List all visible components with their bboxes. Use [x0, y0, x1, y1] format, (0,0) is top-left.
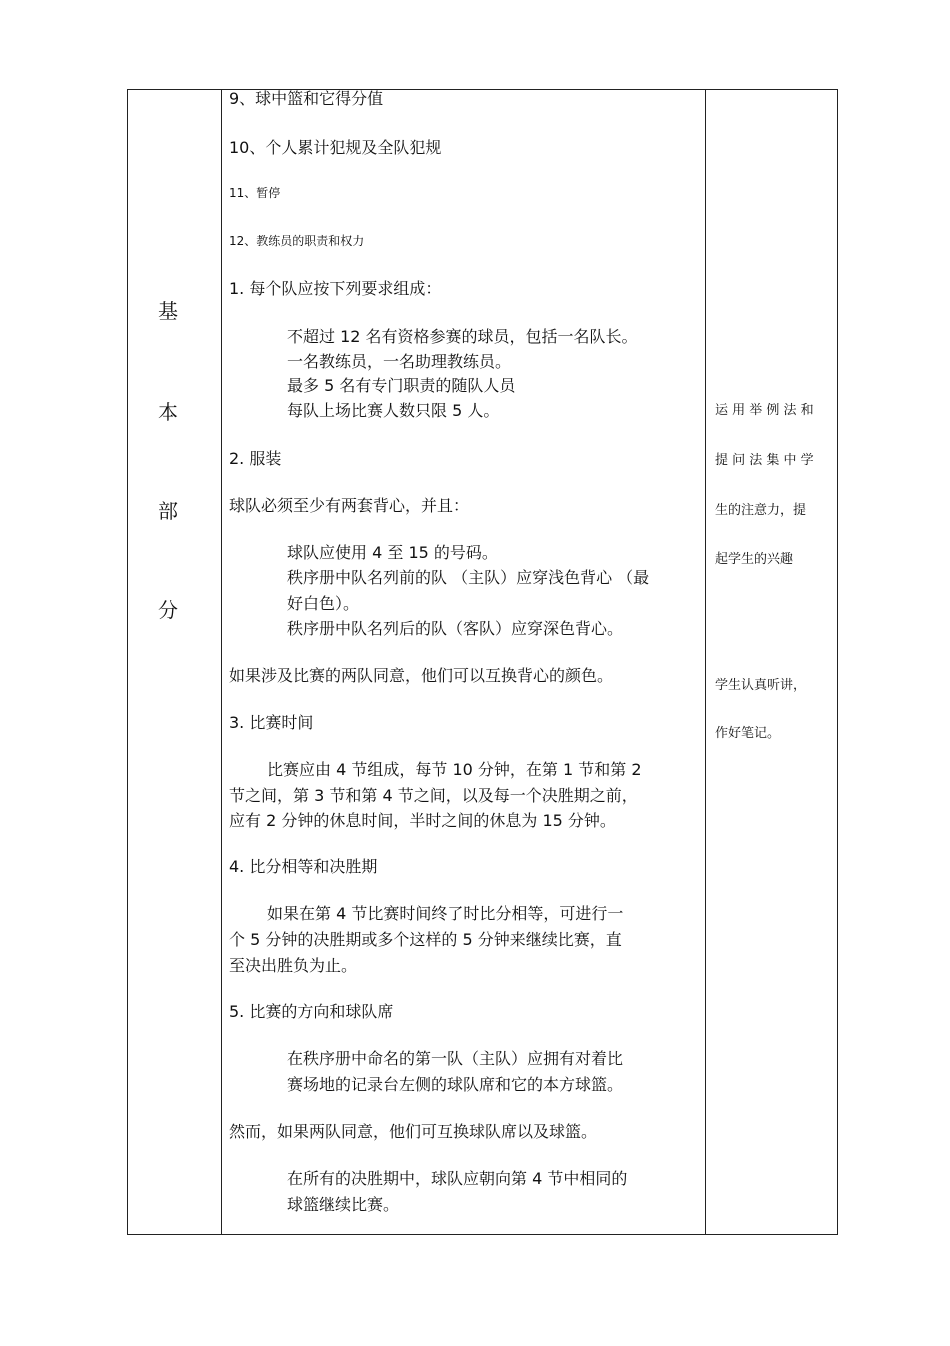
content-line: 球篮继续比赛。 — [287, 1195, 400, 1214]
content-line: 赛场地的记录台左侧的球队席和它的本方球篮。 — [287, 1075, 624, 1094]
content-line: 12、教练员的职责和权力 — [229, 234, 365, 248]
column-divider-right — [705, 90, 706, 1234]
content-line: 球队应使用 4 至 15 的号码。 — [287, 543, 498, 562]
teaching-note: 生的注意力，提 — [715, 503, 807, 518]
content-line: 然而，如果两队同意，他们可互换球队席以及球篮。 — [229, 1122, 598, 1141]
content-line: 应有 2 分钟的休息时间，半时之间的休息为 15 分钟。 — [229, 811, 616, 830]
content-line: 最多 5 名有专门职责的随队人员 — [287, 376, 516, 395]
content-line: 每队上场比赛人数只限 5 人。 — [287, 401, 500, 420]
teaching-note: 学生认真听讲， — [715, 678, 807, 693]
teaching-note: 起学生的兴趣 — [715, 552, 794, 567]
side-heading-char-4: 分 — [158, 598, 178, 622]
content-line: 4. 比分相等和决胜期 — [229, 857, 378, 876]
content-line: 秩序册中队名列后的队（客队）应穿深色背心。 — [287, 619, 624, 638]
content-line: 在所有的决胜期中，球队应朝向第 4 节中相同的 — [287, 1169, 628, 1188]
content-line: 不超过 12 名有资格参赛的球员，包括一名队长。 — [287, 327, 638, 346]
content-line: 9、球中篮和它得分值 — [229, 89, 384, 108]
content-line: 比赛应由 4 节组成，每节 10 分钟，在第 1 节和第 2 — [267, 760, 642, 779]
content-line: 在秩序册中命名的第一队（主队）应拥有对着比 — [287, 1049, 624, 1068]
content-line: 2. 服装 — [229, 449, 282, 468]
content-line: 11、暂停 — [229, 186, 281, 200]
side-heading-char-3: 部 — [158, 499, 178, 523]
side-heading-char-2: 本 — [158, 400, 178, 424]
content-line: 5. 比赛的方向和球队席 — [229, 1002, 394, 1021]
teaching-note: 运 用 举 例 法 和 — [715, 403, 814, 418]
content-line: 秩序册中队名列前的队 （主队）应穿浅色背心 （最 — [287, 568, 650, 587]
content-line: 个 5 分钟的决胜期或多个这样的 5 分钟来继续比赛，直 — [229, 930, 622, 949]
content-line: 一名教练员，一名助理教练员。 — [287, 352, 512, 371]
teaching-note: 提 问 法 集 中 学 — [715, 453, 814, 468]
content-line: 1. 每个队应按下列要求组成： — [229, 279, 442, 298]
content-line: 如果涉及比赛的两队同意，他们可以互换背心的颜色。 — [229, 666, 614, 685]
side-heading-char-1: 基 — [158, 299, 178, 323]
content-line: 好白色）。 — [287, 594, 360, 613]
content-line: 10、个人累计犯规及全队犯规 — [229, 138, 442, 157]
content-line: 球队必须至少有两套背心，并且： — [229, 496, 470, 515]
content-line: 3. 比赛时间 — [229, 713, 314, 732]
content-line: 如果在第 4 节比赛时间终了时比分相等，可进行一 — [267, 904, 624, 923]
teaching-note: 作好笔记。 — [715, 726, 781, 741]
column-divider-left — [221, 90, 222, 1234]
content-line: 至决出胜负为止。 — [229, 956, 358, 975]
content-line: 节之间，第 3 节和第 4 节之间，以及每一个决胜期之前， — [229, 786, 638, 805]
